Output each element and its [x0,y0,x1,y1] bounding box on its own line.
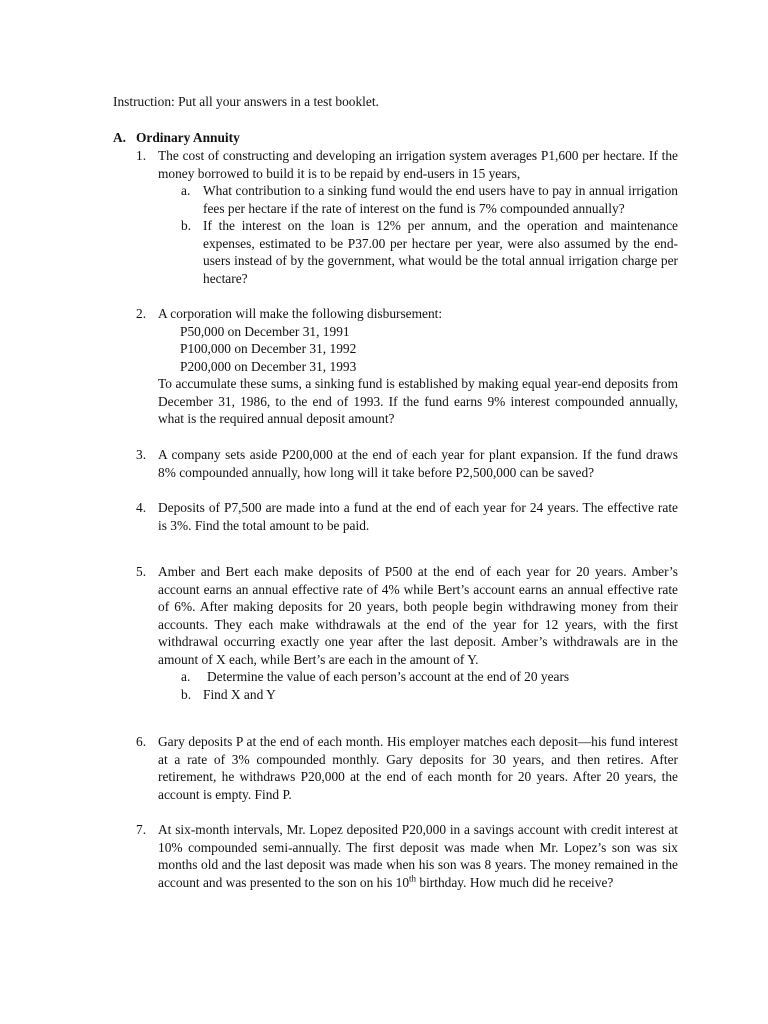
question-6 [136,733,678,803]
section-letter: A. [113,130,127,145]
question-number: 3. [136,447,147,462]
section-heading [113,129,240,147]
ordinal-suffix: th [409,873,417,884]
sub-text: Find X and Y [203,686,276,702]
text-part: At six-month intervals, Mr. Lopez deposited P20,000 in a savings account with credit interest at 10% compounded semi-annually. The first deposit was made when Mr. Lopez’s son was six months old and the last deposit was made when his son was 8 years. The money remained in the account and was presented to the son on his 10 [158,822,678,890]
sub-question-a [181,668,678,686]
disbursement-line: P200,000 on December 31, 1993 [180,358,357,374]
question-number: 4. [136,500,147,515]
question-2 [136,305,678,428]
question-text: The cost of constructing and developing an irrigation system averages P1,600 per hectare. If the money borrowed to build it is to be repaid by end-users in 15 years, [158,148,678,181]
question-text: Deposits of P7,500 are made into a fund at the end of each year for 24 years. The effective rate is 3%. Find the total amount to be paid. [158,500,678,533]
question-text: Gary deposits P at the end of each month. His employer matches each deposit—his fund interest at a rate of 3% compounded monthly. Gary deposits for 30 years, and then retires. After retirement, he withdraws P20,000 at the end of each month for 20 years. After 20 years, the account is empty. Find P. [158,734,678,802]
sub-text: If the interest on the loan is 12% per annum, and the operation and maintenance expenses, estimated to be P37.00 per hectare per year, were also assumed by the end-users instead of by the government, what would be the total annual irrigation charge per hectare? [203,218,678,286]
question-5 [136,563,678,703]
question-7 [136,821,678,891]
question-text: Amber and Bert each make deposits of P500 at the end of each year for 20 years. Amber’s account earns an annual effective rate of 4% while Bert’s account earns an annual effective rate of 6%. After making deposits for 20 years, both people begin withdrawing money from their accounts. They each make withdrawals at the end of the year for 12 years, with the first withdrawal occurring exactly one year after the last deposit. Amber’s withdrawals are in the amount of X each, while Bert’s are each in the amount of Y. [158,564,678,667]
question-intro: A corporation will make the following disbursement: [158,306,443,321]
question-text: A company sets aside P200,000 at the end of each year for plant expansion. If the fund draws 8% compounded annually, how long will it take before P2,500,000 can be saved? [158,447,678,480]
question-text: To accumulate these sums, a sinking fund is established by making equal year-end deposits from December 31, 1986, to the end of 1993. If the fund earns 9% interest compounded annually, what is the required annual deposit amount? [158,376,678,426]
disbursement-line: P50,000 on December 31, 1991 [180,323,350,339]
sub-text: Determine the value of each person’s account at the end of 20 years [207,669,570,684]
question-text [158,821,678,891]
question-3 [136,446,678,481]
question-1 [136,147,678,287]
sub-label: b. [181,686,192,702]
sub-label: a. [181,183,191,198]
question-number: 5. [136,564,147,579]
instruction-text: Instruction: Put all your answers in a test booklet. [113,94,379,109]
question-number: 1. [136,148,147,163]
disbursement-line: P100,000 on December 31, 1992 [180,341,357,356]
question-number: 7. [136,822,147,837]
question-number: 6. [136,734,147,749]
sub-label: b. [181,218,192,233]
text-part: birthday. How much did he receive? [416,874,614,890]
sub-question-a [181,182,678,217]
section-title: Ordinary Annuity [136,130,240,145]
question-4 [136,499,678,534]
sub-question-b [181,217,678,287]
sub-text: What contribution to a sinking fund would the end users have to pay in annual irrigation fees per hectare if the rate of interest on the fund is 7% compounded annually? [203,183,678,216]
sub-label: a. [181,669,191,684]
sub-question-b [181,686,678,704]
question-number: 2. [136,306,147,321]
